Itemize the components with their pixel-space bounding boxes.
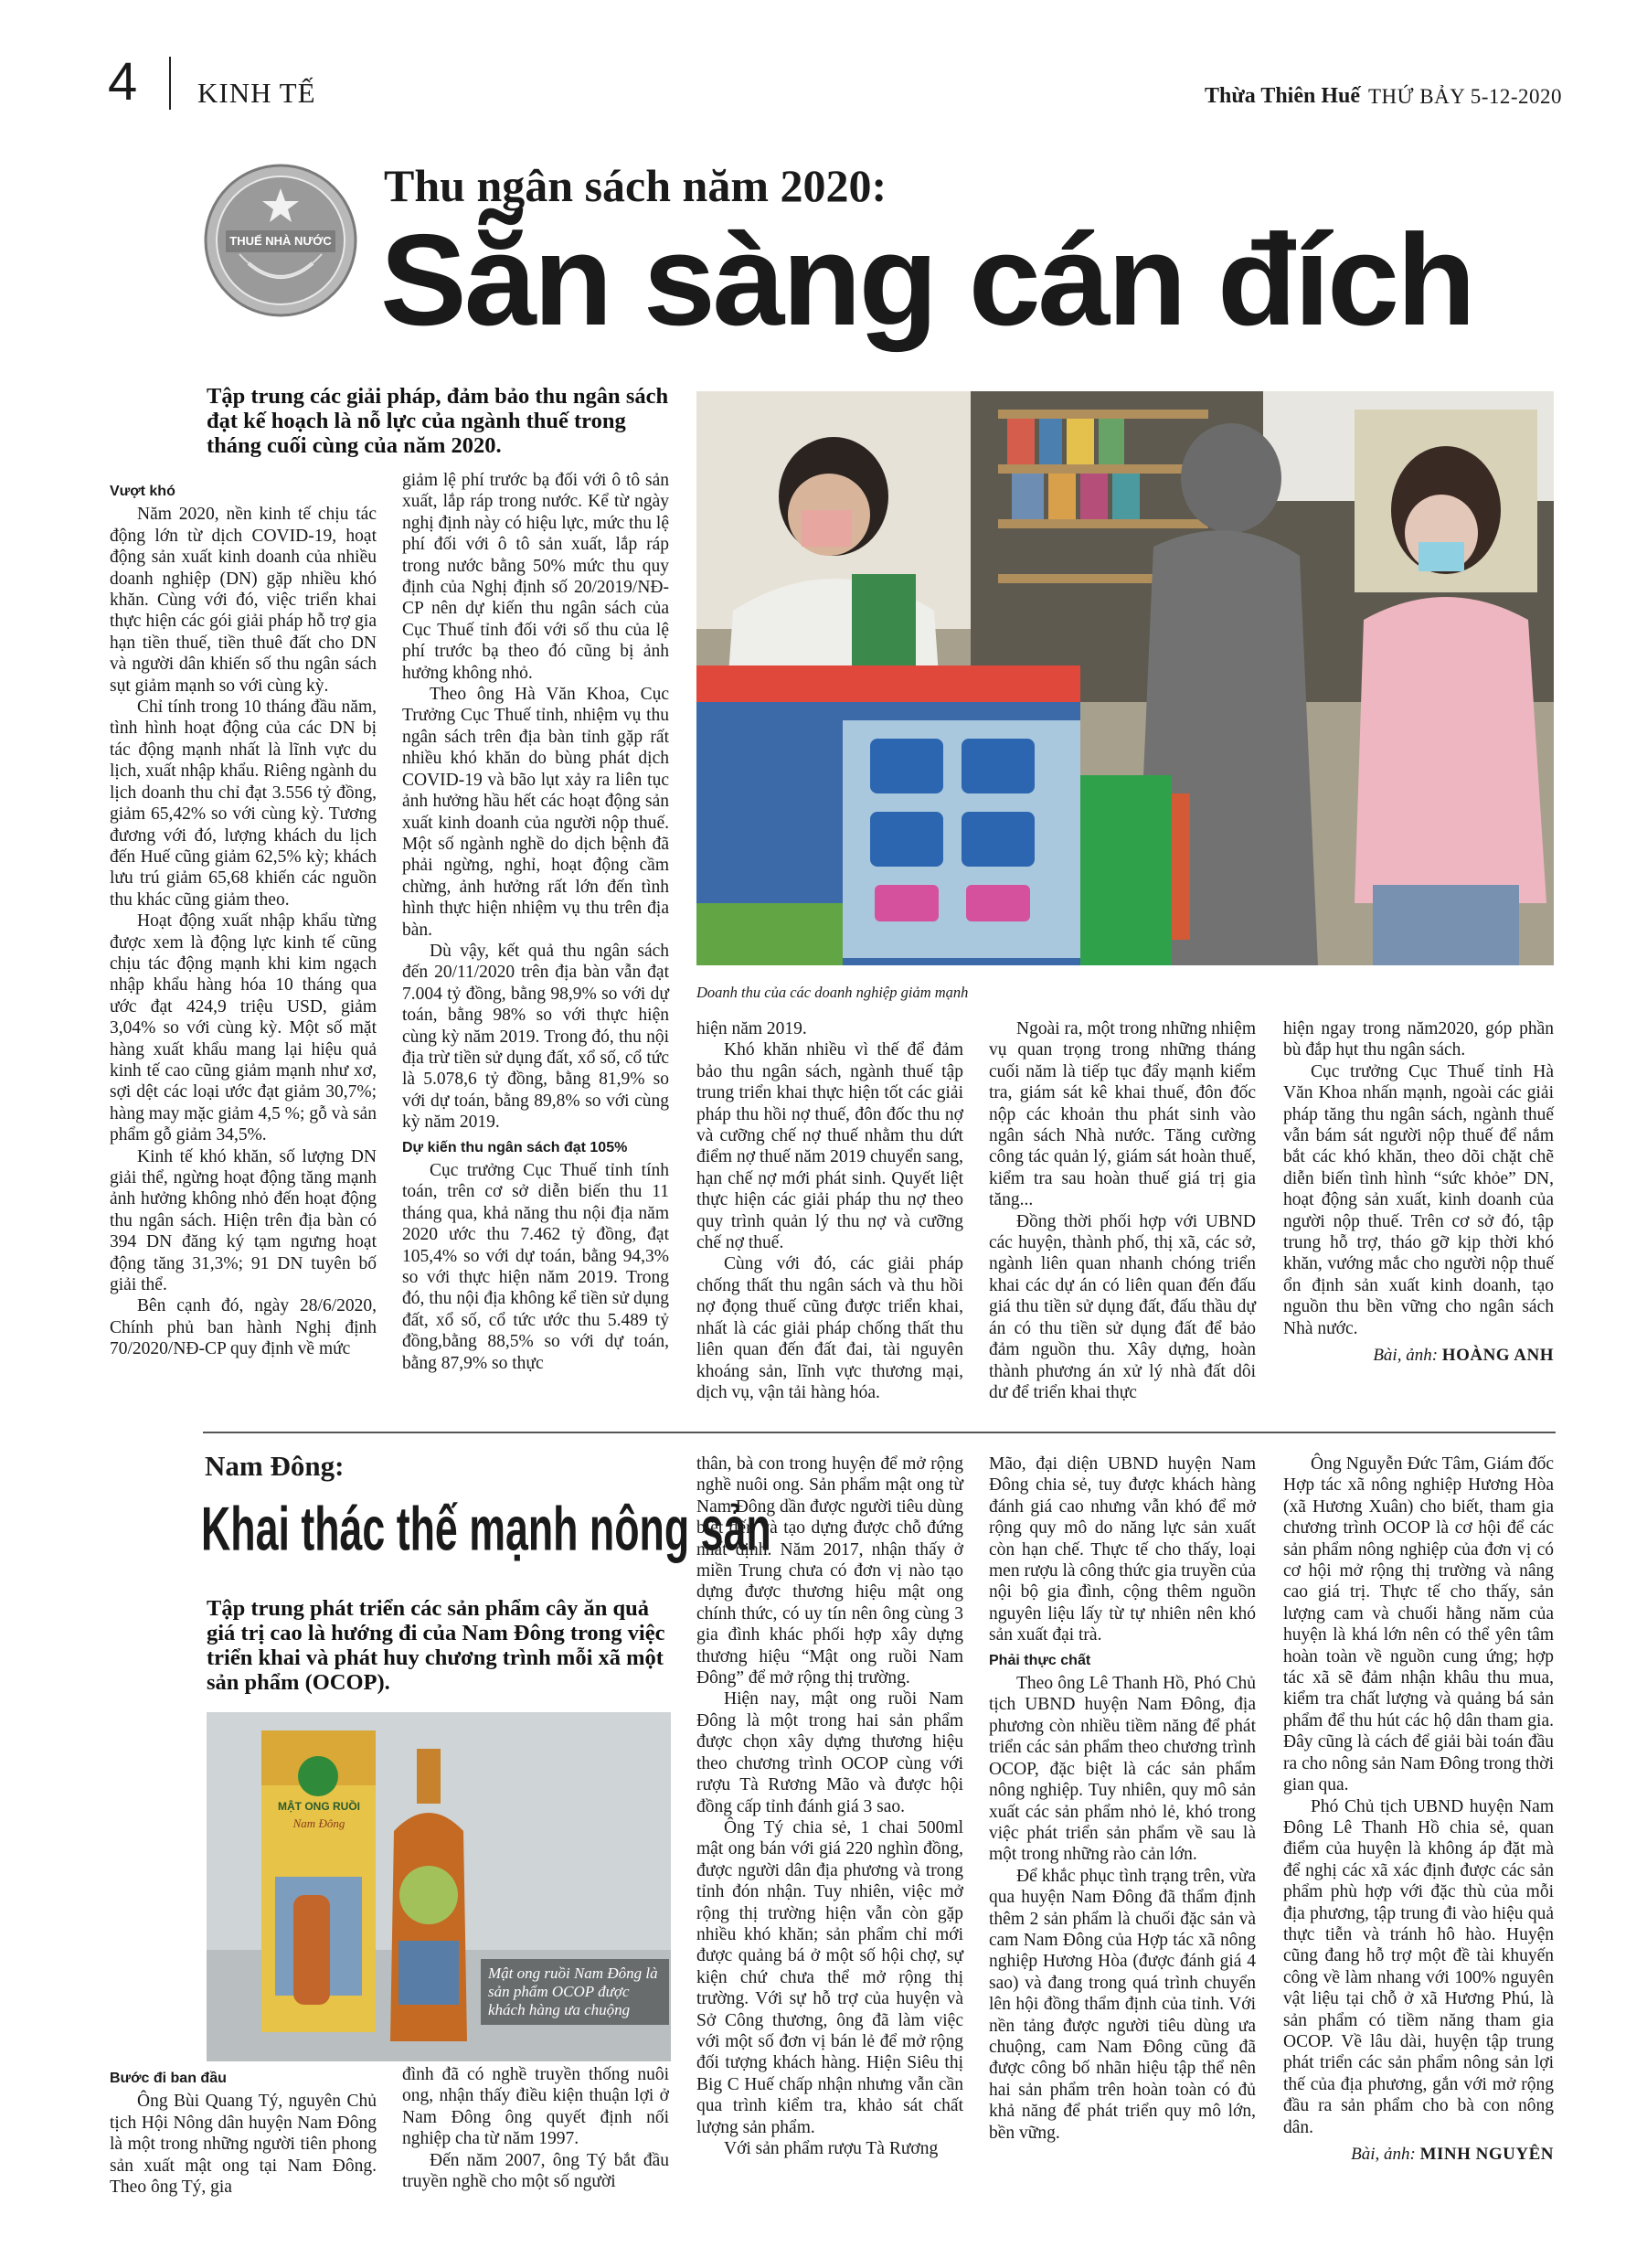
subheading-vuot-kho: Vượt khó: [110, 484, 175, 499]
article1-byline: Bài, ảnh: HOÀNG ANH: [1373, 1346, 1554, 1366]
subheading-buoc-di: Bước đi ban đầu: [110, 2071, 227, 2086]
article1-col3: hiện năm 2019. Khó khăn nhiều vì thế để đảm bảo thu ngân sách, ngành thuế tập trung triển khai thực hiện tốt các giải pháp thu hồi nợ thuế, đôn đốc thu nợ và cưỡng chế nợ thuế nhằm thu dứt điểm nợ thuế năm 2019 chuyển sang, hạn chế nợ mới phát sinh. Quyết liệt thực hiện các giải pháp thu nợ theo quy trình quản lý thu nợ và cưỡng chế nợ thuế. Cùng với đó, các giải pháp chống thất thu ngân sách và thu hồi nợ đọng thuế cũng được triển khai, nhất là các giải pháp chống thất thu liên quan đến đất đai, tài nguyên khoáng sản, lĩnh vực thương mại, dịch vụ, vận tải hàng hóa.: [696, 1019, 963, 1402]
subheading-du-kien: Dự kiến thu ngân sách đạt 105%: [402, 1139, 628, 1155]
article2-col1: Bước đi ban đầu Ông Bùi Quang Tý, nguyên Chủ tịch Hội Nông dân huyện Nam Đông là một trong những người tiên phong sản xuất mật ong tại Nam Đông. Theo ông Tý, gia: [110, 2064, 377, 2198]
article2-col2: đình đã có nghề truyền thống nuôi ong, nhận thấy điều kiện thuận lợi ở Nam Đông ông quyết định nối nghiệp cha từ năm 1997. Đến năm 2007, ông Tý bắt đầu truyền nghề cho một số người: [402, 2065, 669, 2192]
article1-col2: giảm lệ phí trước bạ đối với ô tô sản xuất, lắp ráp trong nước. Kể từ ngày nghị định này có hiệu lực, mức thu lệ phí đối với ô tô sản xuất, lắp ráp trong nước bằng 50% mức thu quy định của Nghị định số 20/2019/NĐ-CP nên dự kiến thu ngân sách của Cục Thuế tỉnh đối với số thu của lệ phí trước bạ theo đó cũng bị ảnh hưởng không nhỏ. Theo ông Hà Văn Khoa, Cục Trưởng Cục Thuế tỉnh, nhiệm vụ thu ngân sách trên địa bàn tỉnh gặp rất nhiều khó khăn do bùng phát dịch COVID-19 và bão lụt xảy ra liên tục ảnh hưởng hầu hết các hoạt động sản xuất kinh doanh của người nộp thuế. Một số ngành nghề do dịch bệnh đã phải ngừng, nghỉ, hoạt động cầm chừng, ảnh hưởng rất lớn đến tình hình thực hiện nhiệm vụ thu trên địa bàn. Dù vậy, kết quả thu ngân sách đến 20/11/2020 trên địa bàn vẫn đạt 7.004 tỷ đồng, bằng 98,9% so với dự toán, bằng 98% so với thực hiện cùng kỳ năm 2019. Trong đó, thu nội địa trừ tiền sử dụng đất, xổ số, cổ tức là 5.078,6 tỷ đồng, bằng 81,9% so với dự toán, bằng 89,8% so với cùng kỳ năm 2019. Dự kiến thu ngân sách đạt 105% Cục trưởng Cục Thuế tỉnh tính toán, trên cơ sở diễn biến thu 11 tháng qua, khả năng thu nội địa năm 2020 ước thu 7.462 tỷ đồng, đạt 105,4% so với dự toán, bằng 94,3% so với thực hiện năm 2019. Trong đó, thu nội địa không kể tiền sử dụng đất, xổ số, cổ tức ước thu 5.489 tỷ đồng,bằng 88,5% so với dự toán, bằng 87,9% so thực: [402, 471, 669, 1373]
issue-date: THỨ BẢY 5-12-2020: [1368, 85, 1563, 108]
honey-photo: [207, 1712, 671, 2061]
page-header: [0, 0, 1647, 119]
article-divider: [203, 1432, 1556, 1433]
tax-logo: [203, 163, 358, 318]
store-photo: [696, 391, 1554, 965]
honey-box-sub: Nam Đông: [292, 1816, 345, 1830]
article1-lead: Tập trung các giải pháp, đảm bảo thu ngân sách đạt kế hoạch là nỗ lực của ngành thuế trong tháng cuối cùng của năm 2020.: [207, 384, 669, 458]
article1-title: Sẵn sàng cán đích: [380, 208, 1473, 353]
article2-col5: Ông Nguyễn Đức Tâm, Giám đốc Hợp tác xã nông nghiệp Hương Hòa (xã Hương Xuân) cho biết, tham gia chương trình OCOP là cơ hội để các sản phẩm nông nghiệp của đơn vị có cơ hội mở rộng thị trường và nâng cao giá trị. Thực tế cho thấy, sản lượng cam và chuối hằng năm của huyện là khá lớn nên có thể yên tâm hoàn toàn về nguồn cung ứng; hợp tác xã sẽ đảm nhận khâu thu mua, kiểm tra chất lượng và quảng bá sản phẩm để thu hút các hộ dân tham gia. Đây cũng là cách để giải bài toán đầu ra cho nông sản Nam Đông trong thời gian qua. Phó Chủ tịch UBND huyện Nam Đông Lê Thanh Hồ chia sẻ, quan điểm của huyện là không áp đặt mà để nghị các xã xác định được các sản phẩm phù hợp với đặc thù của mỗi địa phương, tập trung đi vào hiệu quả thực tiễn và tránh hô hào. Huyện cũng đang hỗ trợ một đề tài khuyến công về làm nhang với 100% nguyên vật liệu tại chỗ ở xã Hương Phú, là sản phẩm có tiềm năng tham gia OCOP. Về lâu dài, huyện tập trung phát triển các sản phẩm nông sản lợi thế của địa phương, gắn với mở rộng đầu ra sản phẩm cho bà con nông dân. Bài, ảnh: MINH NGUYÊN: [1283, 1454, 1554, 2164]
paper-name: Thừa Thiên Huế: [1205, 84, 1361, 108]
subheading-phai-thuc-chat: Phải thực chất: [989, 1652, 1091, 1668]
header-divider: [169, 57, 171, 110]
honey-photo-caption: Mật ong ruồi Nam Đông là sản phẩm OCOP được khách hàng ưa chuộng: [481, 1959, 669, 2025]
article1-col1: Vượt khó Năm 2020, nền kinh tế chịu tác động lớn từ dịch COVID-19, hoạt động sản xuất kinh doanh của nhiều doanh nghiệp (DN) gặp nhiều khó khăn. Cùng với đó, việc triển khai thực hiện các gói giải pháp hỗ trợ gia hạn tiền thuế, tiền thuê đất cho DN và người dân khiến số thu ngân sách sụt giảm mạnh so với cùng kỳ. Chỉ tính trong 10 tháng đầu năm, tình hình hoạt động của các DN bị tác động mạnh nhất là lĩnh vực du lịch, xuất nhập khẩu. Riêng ngành du lịch doanh thu chỉ đạt 3.556 tỷ đồng, giảm 65,42% so với cùng kỳ. Tương đương với đó, lượng khách du lịch đến Huế cũng giảm 62,5% kỳ; khách lưu trú giảm 65,68 khiến các nguồn thu khác cũng giảm theo. Hoạt động xuất nhập khẩu từng được xem là động lực kinh tế cũng chịu tác động mạnh khi kim ngạch nhập khẩu hàng hóa 10 tháng qua ước đạt 424,9 triệu USD, giảm 3,04% so với cùng kỳ. Một số mặt hàng xuất khẩu mang lại hiệu quả kinh tế cao cũng giảm mạnh như xơ, sợi dệt các loại ước đạt giảm 30,7%; hàng may mặc giảm 4,5 %; gỗ và sản phẩm gỗ giảm 34,5%. Kinh tế khó khăn, số lượng DN giải thể, ngừng hoạt động tăng mạnh ảnh hưởng không nhỏ đến hoạt động thu ngân sách. Hiện trên địa bàn có 394 DN đăng ký tạm ngưng hoạt động tăng 31,3%; 91 DN tuyên bố giải thể. Bên cạnh đó, ngày 28/6/2020, Chính phủ ban hành Nghị định 70/2020/NĐ-CP quy định về mức: [110, 477, 377, 1360]
honey-box-label: MẬT ONG RUỒI: [278, 1800, 360, 1813]
article2-byline: Bài, ảnh: MINH NGUYÊN: [1351, 2145, 1554, 2164]
article2-kicker: Nam Đông:: [205, 1450, 345, 1482]
article2-col4: Mão, đại diện UBND huyện Nam Đông chia sẻ, tuy được khách hàng đánh giá cao nhưng vẫn khó để mở rộng quy mô do năng lực sản xuất còn hạn chế. Thực tế cho thấy, loại men rượu là công thức gia truyền của nội bộ gia đình, cộng thêm nguồn nguyên liệu lấy từ tự nhiên nên khó sản xuất đại trà. Phải thực chất Theo ông Lê Thanh Hồ, Phó Chủ tịch UBND huyện Nam Đông, địa phương còn nhiều tiềm năng để phát triển các sản phẩm theo chương trình OCOP, đặc biệt là các sản phẩm nông nghiệp. Tuy nhiên, quy mô sản xuất các sản phẩm nhỏ lẻ, khó trong việc phát triển sản phẩm về sau là một trong những rào cản lớn. Để khắc phục tình trạng trên, vừa qua huyện Nam Đông đã thẩm định thêm 2 sản phẩm là chuối đặc sản và cam Nam Đông của Hợp tác xã nông nghiệp Hương Hòa (được đánh giá 4 sao) và đang trong quá trình chuyển lên hội đồng thẩm định của tỉnh. Với nền tảng được người tiêu dùng ưa chuộng, cam Nam Đông cũng đã được công bố nhãn hiệu tập thể nên hai sản phẩm trên hoàn toàn có đủ khả năng để phát triển quy mô lớn, bền vững.: [989, 1454, 1256, 2143]
article1-col4: Ngoài ra, một trong những nhiệm vụ quan trọng trong những tháng cuối năm là tiếp tục đẩy mạnh kiểm tra, giám sát kê khai thuế, đôn đốc nộp các khoản thu phát sinh vào ngân sách Nhà nước. Tăng cường công tác quản lý, giám sát hoàn thuế, kiểm tra sau hoàn thuế giá trị gia tăng... Đồng thời phối hợp với UBND các huyện, thành phố, thị xã, các sở, ngành liên quan nhanh chóng triển khai các dự án có liên quan đến đấu giá thu tiền sử dụng đất, đấu thầu dự án có thu tiền sử dụng đất để bảo đảm nguồn thu. Xây dựng, hoàn thành phương án xử lý nhà đất dôi dư để triển khai thực: [989, 1019, 1256, 1402]
section-name: KINH TẾ: [197, 77, 316, 109]
article2-lead: Tập trung phát triển các sản phẩm cây ăn quả giá trị cao là hướng đi của Nam Đông trong việc triển khai và phát huy chương trình mỗi xã một sản phẩm (OCOP).: [207, 1596, 665, 1695]
article1-col5: hiện ngay trong năm2020, góp phần bù đắp hụt thu ngân sách. Cục trưởng Cục Thuế tỉnh Hà Văn Khoa nhấn mạnh, ngoài các giải pháp tăng thu ngân sách, ngành thuế vẫn bám sát người nộp thuế để nắm bắt các khó khăn, theo dõi chặt chẽ diễn biến tình hình “sức khỏe” DN, hoạt động sản xuất, kinh doanh của người nộp thuế. Trên cơ sở đó, tập trung hỗ trợ, tháo gỡ kịp thời khó khăn, vướng mắc cho người nộp thuế ổn định sản xuất kinh doanh, tạo nguồn thu bền vững cho ngân sách Nhà nước. Bài, ảnh: HOÀNG ANH: [1283, 1019, 1554, 1366]
article2-col3: thân, bà con trong huyện để mở rộng nghề nuôi ong. Sản phẩm mật ong từ Nam Đông dần được người tiêu dùng biết đến và tạo dựng được chỗ đứng nhất định. Năm 2017, nhận thấy ở miền Trung chưa có đơn vị nào tạo dựng được thương hiệu mật ong chính thức, có uy tín nên ông cùng 3 gia đình khác phối hợp xây dựng thương hiệu “Mật ong ruồi Nam Đông” để mở rộng thị trường. Hiện nay, mật ong ruồi Nam Đông là một trong hai sản phẩm được chọn xây dựng thương hiệu theo chương trình OCOP cùng với rượu Tà Rương Mão và được hội đồng cấp tỉnh đánh giá 3 sao. Ông Tý chia sẻ, 1 chai 500ml mật ong bán với giá 220 nghìn đồng, được người dân địa phương và trong tỉnh đón nhận. Tuy nhiên, việc mở rộng thị trường hiện vẫn còn gặp nhiều khó khăn; sản phẩm chỉ mới được quảng bá ở một số hội chợ, sự kiện chứ chưa thể mở rộng thị trường. Với sự hỗ trợ của huyện và Sở Công thương, ông đã làm việc với một số đơn vị bán lẻ để mở rộng đối tượng khách hàng. Hiện Siêu thị Big C Huế chấp nhận nhưng vẫn cần qua trình kiểm tra, khảo sát chất lượng sản phẩm. Với sản phẩm rượu Tà Rương: [696, 1454, 963, 2158]
page-number: 4: [108, 52, 138, 112]
article1-kicker: Thu ngân sách năm 2020:: [384, 160, 887, 211]
article2-title: Khai thác thế mạnh nông sản: [201, 1495, 771, 1565]
tax-logo-text: THUẾ NHÀ NƯỚC: [229, 234, 332, 248]
store-photo-caption: Doanh thu của các doanh nghiệp giảm mạnh: [696, 984, 969, 1001]
